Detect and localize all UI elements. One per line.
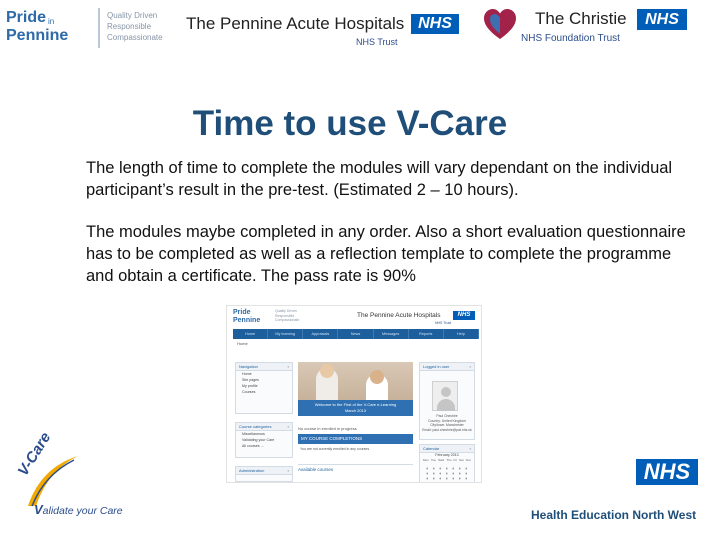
site-banner-caption: Welcome to the First of the V-Care e-Learning March 2013 [298, 400, 413, 416]
site-administration-title: Administration [239, 468, 265, 473]
site-navigation-header [236, 363, 292, 371]
site-nav-item[interactable]: My profile [242, 384, 258, 388]
site-calendar-month: February 2013 [435, 453, 459, 457]
christie-name: The Christie [535, 9, 627, 28]
nhs-logo: NHS [636, 459, 698, 485]
christie-heart-icon [483, 8, 517, 42]
site-category-item[interactable]: Miscellaneous [242, 432, 265, 436]
weekday-label: Sat [459, 458, 464, 462]
weekday-label: Sun [465, 458, 471, 462]
site-nav-news[interactable]: News [338, 329, 373, 339]
site-administration-header [236, 467, 292, 475]
requirements-paragraph: The modules maybe completed in any order. Also a short evaluation questionnaire has to be completed as well as a reflection template to complete the programme and obtain a certificate. The pass rate is 90% [86, 223, 686, 285]
site-nav-item[interactable]: Home [242, 372, 252, 376]
site-nav-reports[interactable]: Reports [409, 329, 444, 339]
site-enrol-text: No course in enrolled in progress [298, 426, 357, 431]
slide-title: Time to use V-Care [192, 104, 508, 143]
site-nav-help[interactable]: Help [444, 329, 479, 339]
vcare-tagline [34, 502, 123, 517]
site-breadcrumb[interactable]: Home [237, 341, 248, 346]
vcare-logo [14, 429, 134, 518]
site-category-item[interactable]: All courses ... [242, 444, 264, 448]
site-navigation-block [235, 362, 293, 414]
site-profile-details: Paul Cheshire Country: United Kingdom City/town: Manchester Email: paul.cheshire@pat.nhs.uk [422, 414, 472, 432]
site-completions-subtext: You are not currently enrolled in any courses [300, 447, 370, 451]
header-logos [0, 0, 720, 56]
nhs-logo: NHS [637, 9, 687, 30]
site-category-item[interactable]: Validating your Care [242, 438, 275, 442]
collapse-icon[interactable]: ▪ [469, 446, 471, 451]
duration-paragraph: The length of time to complete the modules will vary dependant on the individual participant’s result in the pre-test. (Estimated 2 – 10 hours). [86, 159, 673, 199]
avatar [432, 381, 458, 411]
site-nav-my-learning[interactable]: My learning [268, 329, 303, 339]
site-nav-item[interactable]: Site pages [242, 378, 259, 382]
site-nav-item[interactable]: Courses [242, 390, 256, 394]
weekday-label: Tue [430, 458, 436, 462]
nurse-face-image [320, 364, 334, 378]
site-pride-values: Quality Driven Responsible Compassionate [275, 309, 300, 322]
pennine-word: Pennine [6, 27, 69, 44]
site-pride-logo [233, 309, 260, 325]
site-trust-name: The Pennine Acute Hospitals [357, 312, 441, 319]
pride-word: Pride [6, 9, 47, 26]
vcare-tagline-rest: alidate your Care [42, 505, 123, 517]
site-welcome-banner [298, 362, 413, 416]
site-available-courses[interactable]: Available courses [298, 464, 413, 473]
site-calendar-header [420, 445, 474, 453]
collapse-icon[interactable]: ▪ [287, 468, 289, 473]
site-calendar-weekdays [420, 458, 474, 462]
pride-in-pennine-logo [6, 8, 163, 48]
vcare-site-screenshot [226, 305, 482, 483]
health-education-north-west-text: Health Education North West [531, 508, 697, 522]
site-nhs-logo: NHS [453, 311, 475, 320]
site-pride-word: Pride [233, 309, 251, 316]
weekday-label: Wed [438, 458, 445, 462]
logo-divider [98, 8, 100, 48]
collapse-icon[interactable]: ▪ [287, 424, 289, 429]
site-my-course-completions: MY COURSE COMPLETIONS [298, 434, 413, 444]
pennine-trust-name: The Pennine Acute Hospitals [186, 14, 405, 33]
site-nav-messages[interactable]: Messages [374, 329, 409, 339]
site-nav-home[interactable]: Home [233, 329, 268, 339]
site-trust-subtitle: NHS Trust [435, 321, 452, 325]
site-pennine-word: Pennine [233, 317, 261, 324]
nhs-logo: NHS [411, 14, 459, 34]
site-logged-in-header [420, 363, 474, 371]
nurse-face-image [370, 370, 384, 384]
christie-subtitle: NHS Foundation Trust [521, 33, 620, 44]
site-calendar-days-grid [424, 466, 470, 482]
collapse-icon[interactable]: ▪ [469, 364, 471, 369]
pride-in-word: in [48, 17, 55, 26]
site-administration-block [235, 466, 293, 482]
site-navigation-title: Navigation [239, 364, 258, 369]
site-course-categories-block [235, 422, 293, 458]
vcare-logo-text: V-Care [14, 429, 55, 479]
christie-logo [483, 6, 715, 50]
site-nav-appraisals[interactable]: Appraisals [303, 329, 338, 339]
collapse-icon[interactable]: ▪ [287, 364, 289, 369]
weekday-label: Mon [423, 458, 429, 462]
pennine-acute-hospitals-logo [186, 10, 461, 50]
weekday-label: Fri [453, 458, 457, 462]
pride-values: Quality Driven Responsible Compassionate [107, 11, 163, 42]
site-calendar-title: Calendar [423, 446, 440, 451]
site-header [227, 306, 482, 328]
site-course-categories-header [236, 423, 292, 431]
site-course-categories-title: Course categories [239, 424, 272, 429]
pennine-trust-subtitle: NHS Trust [356, 37, 398, 47]
site-logged-in-title: Logged in user [423, 364, 450, 369]
vcare-tagline-v: V [34, 502, 43, 517]
weekday-label: Thu [446, 458, 452, 462]
site-nav-bar [233, 329, 479, 339]
